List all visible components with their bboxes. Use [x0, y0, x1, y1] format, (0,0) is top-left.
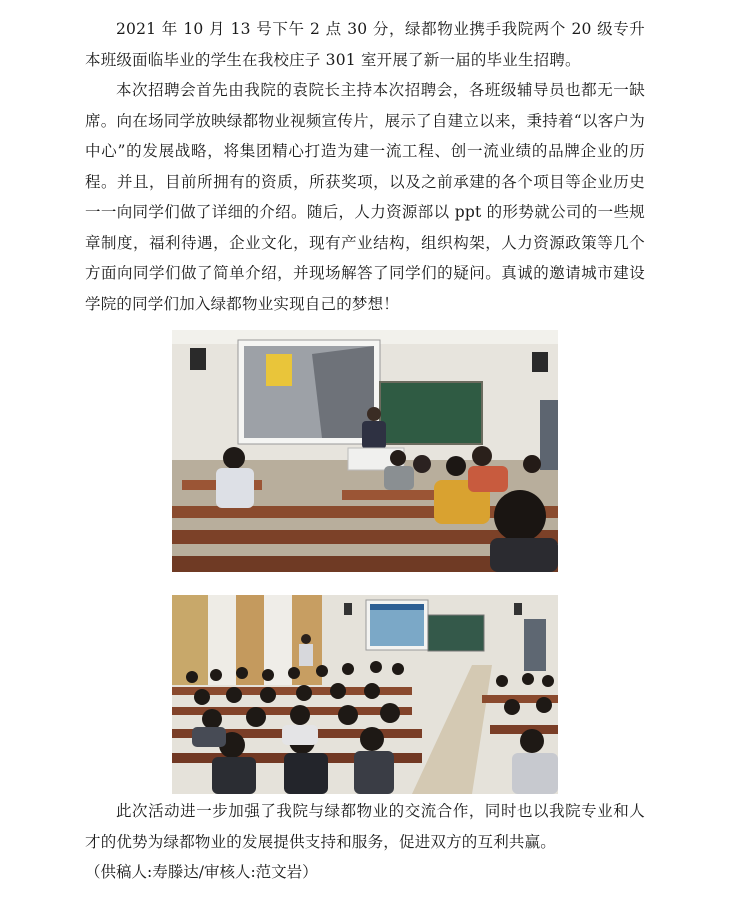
paragraph-conclusion: 此次活动进一步加强了我院与绿都物业的交流合作，同时也以我院专业和人才的优势为绿都物业的发展提供支持和服务，促进双方的互利共赢。: [85, 802, 645, 851]
paragraph-intro: 2021 年 10 月 13 号下午 2 点 30 分，绿都物业携手我院两个 20 级专升本班级面临毕业的学生在我校庄子 301 室开展了新一届的毕业生招聘。: [85, 20, 645, 69]
photo-audience-image: [172, 595, 558, 794]
photo-audience: [172, 595, 558, 794]
photo-presentation-image: [172, 330, 558, 572]
speaker-left: [190, 348, 206, 370]
credit-line: （供稿人:寿滕达/审核人:范文岩）: [85, 863, 318, 881]
blackboard: [380, 382, 482, 444]
speaker-right: [532, 352, 548, 372]
paragraph-body: 本次招聘会首先由我院的袁院长主持本次招聘会，各班级辅导员也都无一缺席。向在场同学放映绿都物业视频宣传片，展示了自建立以来，秉持着“以客户为中心”的发展战略，将集团精心打造为建一流工程、创一流业绩的品牌企业的历程。并且，目前所拥有的资质，所获奖项，以及之前承建的各个项目等企业历史一一向同学们做了详细的介绍。随后，人力资源部以 ppt 的形势就公司的一些规章制度，福利待遇，企业文化，现有产业结构，组织构架，人力资源政策等几个方面向同学们做了简单介绍，并现场解答了同学们的疑问。真诚的邀请城市建设学院的同学们加入绿都物业实现自己的梦想！: [85, 81, 645, 313]
presenter: [367, 407, 381, 421]
photo-presentation: [172, 330, 558, 572]
